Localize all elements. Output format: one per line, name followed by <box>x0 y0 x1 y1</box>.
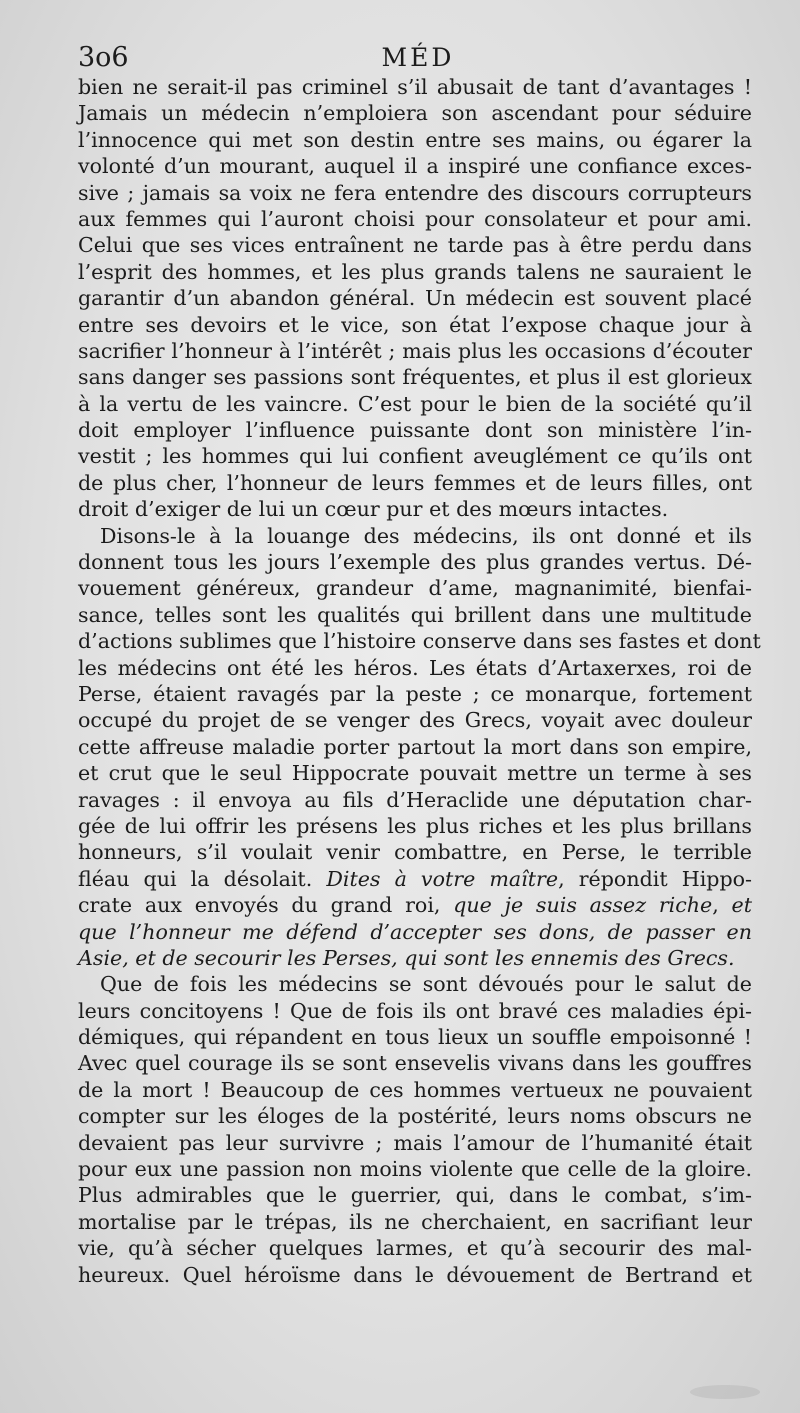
text-segment: de la mort ! Beaucoup de ces hommes vertueux ne pouvaient <box>78 1077 752 1102</box>
text-line <box>78 496 752 522</box>
text-segment: bien ne serait-il pas criminel s’il abusait de tant d’avantages ! <box>78 75 752 99</box>
italic-text: que l’honneur me défend d’accepter ses dons, de passer en <box>78 919 752 944</box>
text-line <box>78 919 752 945</box>
text-line <box>78 1209 752 1235</box>
text-segment: l’esprit des hommes, et les plus grands talens ne sauraient le <box>78 259 752 284</box>
page-header <box>78 40 758 76</box>
text-line <box>78 1235 752 1261</box>
text-segment: Perse, étaient ravagés par la peste ; ce monarque, fortement <box>78 681 752 706</box>
text-line <box>78 1103 752 1129</box>
text-segment: et crut que le seul Hippocrate pouvait mettre un terme à ses <box>78 761 752 786</box>
text-line <box>78 787 752 813</box>
text-line <box>78 312 752 338</box>
text-line <box>78 100 752 126</box>
text-segment: compter sur les éloges de la postérité, leurs noms obscurs ne <box>78 1104 752 1129</box>
text-line <box>78 1050 752 1076</box>
text-line <box>78 707 752 733</box>
text-segment: ravages : il envoya au fils d’Heraclide une députation char- <box>78 787 752 812</box>
text-segment: les médecins ont été les héros. Les états d’Artaxerxes, roi de <box>78 655 752 680</box>
text-segment: droit d’exiger de lui un cœur pur et des mœurs intactes. <box>78 497 669 522</box>
text-segment: garantir d’un abandon général. Un médecin est souvent placé <box>78 286 752 311</box>
text-line <box>78 892 752 918</box>
text-segment: aux femmes qui l’auront choisi pour consolateur et pour ami. <box>78 206 752 231</box>
text-line <box>78 945 752 971</box>
text-line <box>78 153 752 179</box>
text-line <box>78 338 752 364</box>
body-text <box>78 74 761 1288</box>
text-segment: Jamais un médecin n’emploiera son ascendant pour séduire <box>78 101 752 126</box>
italic-text: Dites à votre maître <box>326 866 559 891</box>
text-segment: , répondit Hippo- <box>558 866 752 891</box>
text-segment: démiques, qui répandent en tous lieux un souffle empoisonné ! <box>78 1025 752 1050</box>
text-segment: vestit ; les hommes qui lui confient aveuglément ce qu’ils ont <box>78 444 752 469</box>
text-segment: à la vertu de les vaincre. C’est pour le bien de la société qu’il <box>78 391 752 416</box>
text-segment: cette affreuse maladie porter partout la mort dans son empire, <box>78 734 752 759</box>
text-segment: Avec quel courage ils se sont ensevelis vivans dans les gouffres <box>78 1051 752 1076</box>
text-line <box>78 734 752 760</box>
text-line <box>78 760 752 786</box>
paper-stain <box>690 1385 760 1399</box>
text-segment: Celui que ses vices entraînent ne tarde pas à être perdu dans <box>78 233 752 258</box>
text-line <box>78 1262 752 1288</box>
text-segment: sance, telles sont les qualités qui brillent dans une multitude <box>78 602 752 627</box>
text-segment: d’actions sublimes que l’histoire conserve dans ses fastes et dont <box>78 629 761 654</box>
text-segment: donnent tous les jours l’exemple des plus grandes vertus. Dé- <box>78 550 752 575</box>
text-line <box>78 417 752 443</box>
text-line <box>78 628 761 654</box>
text-line <box>78 285 752 311</box>
text-segment: gée de lui offrir les présens les plus riches et les plus brillans <box>78 813 752 838</box>
text-line <box>78 470 752 496</box>
text-segment: entre ses devoirs et le vice, son état l’expose chaque jour à <box>78 312 752 337</box>
text-line <box>78 813 752 839</box>
text-line <box>78 74 752 100</box>
text-segment: Disons-le à la louange des médecins, ils ont donné et ils <box>100 523 752 548</box>
text-line <box>78 206 752 232</box>
text-line <box>78 575 752 601</box>
text-segment: sans danger ses passions sont fréquentes, et plus il est glorieux <box>78 365 752 390</box>
text-segment: volonté d’un mourant, auquel il a inspiré une confiance exces- <box>78 154 752 179</box>
text-segment: pour eux une passion non moins violente que celle de la gloire. <box>78 1157 752 1182</box>
text-segment: honneurs, s’il voulait venir combattre, en Perse, le terrible <box>78 840 752 865</box>
text-segment: doit employer l’influence puissante dont son ministère l’in- <box>78 418 752 443</box>
text-segment: sacrifier l’honneur à l’intérêt ; mais plus les occasions d’écouter <box>78 338 752 363</box>
text-line <box>78 232 752 258</box>
text-segment: mortalise par le trépas, ils ne cherchaient, en sacrifiant leur <box>78 1209 752 1234</box>
text-line <box>78 1130 752 1156</box>
text-segment: crate aux envoyés du grand roi, <box>78 893 454 918</box>
text-line <box>78 602 752 628</box>
text-segment: Que de fois les médecins se sont dévoués pour le salut de <box>100 972 752 997</box>
text-line <box>78 259 752 285</box>
text-line <box>78 523 752 549</box>
text-line <box>78 391 752 417</box>
text-segment: , <box>712 893 732 918</box>
text-line <box>78 180 752 206</box>
text-line <box>78 549 752 575</box>
text-line <box>78 1024 752 1050</box>
text-segment: fléau qui la désolait. <box>78 866 327 891</box>
text-line <box>78 655 752 681</box>
text-line <box>78 839 752 865</box>
page-number: 3o6 <box>78 42 129 73</box>
text-line <box>78 443 752 469</box>
text-segment: vie, qu’à sécher quelques larmes, et qu’à secourir des mal- <box>78 1236 752 1261</box>
text-segment: l’innocence qui met son destin entre ses mains, ou égarer la <box>78 127 752 152</box>
italic-text: et <box>731 893 753 918</box>
text-line <box>78 1156 752 1182</box>
text-line <box>78 1182 752 1208</box>
text-segment: sive ; jamais sa voix ne fera entendre des discours corrupteurs <box>78 180 752 205</box>
text-line <box>78 364 752 390</box>
text-segment: vouement généreux, grandeur d’ame, magnanimité, bienfai- <box>78 576 752 601</box>
italic-text: Asie, et de secourir les Perses, qui sont les ennemis des Grecs. <box>78 945 735 970</box>
text-segment: devaient pas leur survivre ; mais l’amour de l’humanité était <box>78 1130 752 1155</box>
text-line <box>78 127 752 153</box>
text-line <box>78 866 752 892</box>
text-line <box>78 971 752 997</box>
text-segment: occupé du projet de se venger des Grecs, voyait avec douleur <box>78 708 752 733</box>
text-line <box>78 998 752 1024</box>
text-segment: de plus cher, l’honneur de leurs femmes et de leurs filles, ont <box>78 470 752 495</box>
text-segment: heureux. Quel héroïsme dans le dévouement de Bertrand et <box>78 1262 752 1287</box>
text-segment: Plus admirables que le guerrier, qui, dans le combat, s’im- <box>78 1183 752 1208</box>
running-head: MÉD <box>381 43 455 72</box>
text-line <box>78 1077 752 1103</box>
italic-text: que je suis assez riche <box>453 893 713 918</box>
text-segment: leurs concitoyens ! Que de fois ils ont bravé ces maladies épi- <box>78 998 752 1023</box>
text-line <box>78 681 752 707</box>
